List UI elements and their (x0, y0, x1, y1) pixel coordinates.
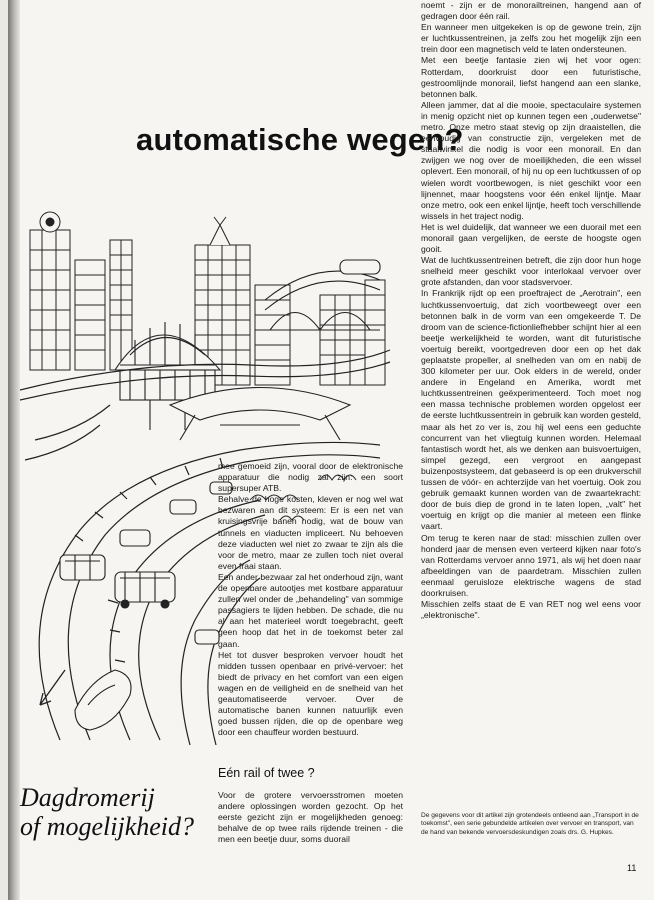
paragraph: Een ander bezwaar zal het onderhoud zijn, want de openbare autootjes met kostbare apparatuur zullen wel onder de „behandeling" van sommige passagiers te lijden hebben. De schade, die nu al aan het materieel wordt toegebracht, geeft geen hoop dat het in de toekomst beter zal gaan. (218, 571, 403, 649)
paragraph: Voor de grotere vervoersstromen moeten andere oplossingen worden gezocht. Op het eerste gezicht zijn er mogelijkheden genoeg: behalve de op twee rails rijdende treinen - die men een beetje duur, soms duorail (218, 790, 403, 845)
paragraph: Met een beetje fantasie zien wij het voor ogen: Rotterdam, doorkruist door een futuristische, gestroomlijnde monorail, liefst hangend aan een slanke, betonnen balk. (421, 55, 641, 99)
page-number: 11 (627, 863, 637, 873)
script-subtitle-line: Dagdromerij (20, 783, 155, 812)
paragraph: Misschien zelfs staat de E van RET nog wel eens voor „elektronische". (421, 599, 641, 621)
paragraph: En wanneer men uitgekeken is op de gewone trein, zijn er luchtkussentreinen, ja zelfs zou het mogelijk zijn een trein door een magnetisch veld te laten ondersteunen. (421, 22, 641, 55)
paragraph: Behalve de hoge kosten, kleven er nog wel wat bezwaren aan dit systeem: Er is een net van kruisingsvrije banen nodig, wat de bouw van tunnels en viaducten impliceert. Nu behoeven deze viaducten wel niet zo zwaar te zijn als die voor de metro, maar ze zullen toch niet overal even fraai staan. (218, 494, 403, 571)
section-subheading: Eén rail of twee ? (218, 766, 315, 780)
paragraph: noemt - zijn er de monorailtreinen, hangend aan of gedragen door één rail. (421, 0, 641, 22)
page-binding (8, 0, 20, 900)
paragraph: Alleen jammer, dat al die mooie, spectaculaire systemen in menig opzicht niet op kunnen tegen een „ouderwetse" metro. Onze metro staat stevig op zijn draaistellen, die eenvoudig van constructie zijn, vergeleken met de staalwinkel die nodig is voor een monorail. En dan zwijgen we nog over de moeilijkheden, die een wissel oplevert. Een monorail, of hij nu op een luchtkussen of op wielen wordt voortbewogen, is niet geschikt voor een lijnennet, maar hoogstens voor één enkel lijntje. Maar onze metro, ook een enkel lijntje, heeft toch verschillende wissels in het traject nodig. (421, 99, 641, 221)
script-subtitle-line: of mogelijkheid? (20, 812, 195, 841)
paragraph: Het is wel duidelijk, dat wanneer we een duorail met een monorail gaan vergelijken, de eerste de hoogste ogen gooit. (421, 221, 641, 255)
article-column-bottom (218, 790, 403, 845)
paragraph: Wat de luchtkussentreinen betreft, die zijn door hun hoge snelheid meer geschikt voor interlokaal vervoer over grote afstanden, dan voor stadsvervoer. (421, 255, 641, 288)
paragraph: Het tot dusver besproken vervoer houdt het midden tussen openbaar en privé-vervoer: het biedt de privacy en het comfort van een eigen wagen en de veiligheid en de snelheid van het geautomatiseerde vervoer. Over de automatische banen kunnen natuurlijk even goed bussen rijden, die op de openbare weg door een chauffeur worden bestuurd. (218, 649, 403, 738)
article-column-right (421, 0, 641, 621)
paragraph: In Frankrijk rijdt op een proeftraject de „Aerotrain", een luchtkussenvoertuig, dat zich voortbeweegt over een betonnen balk in de vorm van een omgekeerde T. De droom van de science-fictionliefhebber schijnt hier al een beetje werkelijkheid te worden, want dit futuristische voertuig bereikt, voortgedreven door een op het dak geplaatste propeller, al snelheden van om en nabij de 300 kilometer per uur. Ook elders in de wereld, onder andere in Engeland en Amerika, wordt met luchtkussentreinen geëxperimenteerd. Toch moet nog een massa technische problemen worden opgelost eer de eerste luchtkussentrein in gebruik kan worden gesteld, maar als het zo ver is, zou hij wel eens een geduchte concurrent van het vliegtuig kunnen worden. Helemaal fantastisch wordt het, als we denken aan buisvoertuigen, simpel gezegd, een vergroot en aangepast buizenpostsysteem, dat gebaseerd is op een drukverschil tussen de vóór- en achterzijde van het voertuig. Ook zou gebruik gemaakt kunnen worden van de zwaartekracht: door de buis diep de grond in te laten lopen, „valt" het voertuig en krijgt op die manier al meteen een flinke vaart. (421, 288, 641, 532)
article-title: automatische wegen? (136, 122, 464, 157)
article-column-middle (218, 461, 403, 738)
paragraph: Om terug te keren naar de stad: misschien zullen over honderd jaar de mensen even verteerd kijken naar foto's van Rotterdams vervoer anno 1971, als wij het doen naar afbeeldingen van de paardetram. Misschien zullen eenmaal geruisloze elektrische wagens de stad doorkruisen. (421, 532, 641, 598)
script-subtitle (20, 783, 194, 841)
paragraph: mee gemoeid zijn, vooral door de elektronische apparatuur die nodig zal zijn: een soort supersuper ATB. (218, 461, 403, 494)
source-footnote: De gegevens voor dit artikel zijn grotendeels ontleend aan „Transport in de toekomst", een serie gebundelde artikelen over vervoer en transport, van de hand van bekende vervoersdeskundigen zoals drs. G. Hupkes. (421, 812, 639, 836)
magazine-page (8, 0, 654, 900)
vehicles (60, 482, 232, 730)
